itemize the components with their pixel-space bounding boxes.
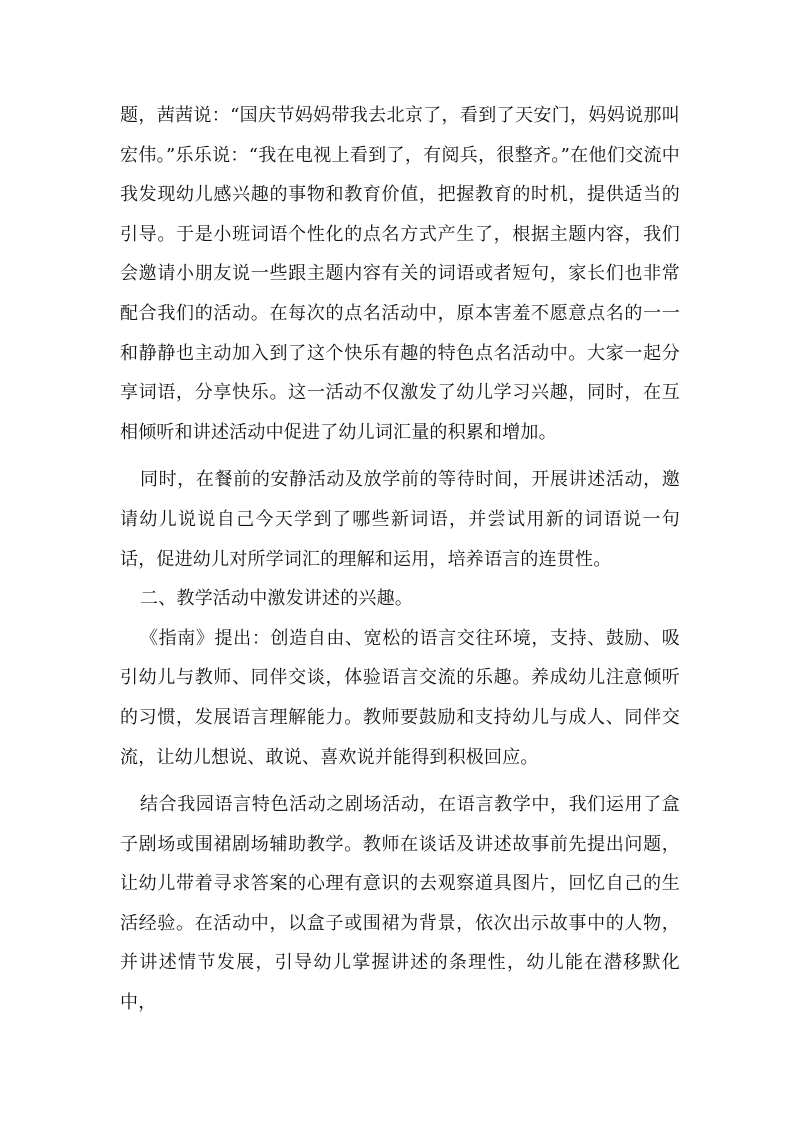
section-heading: 二、教学活动中激发讲述的兴趣。 xyxy=(140,588,413,610)
document-body xyxy=(120,96,680,1023)
paragraph-guide-quote: 《指南》提出：创造自由、宽松的语言交往环境，支持、鼓励、吸引幼儿与教师、同伴交谈，体验语言交流的乐趣。养成幼儿注意倾听的习惯，发展语言理解能力。教师要鼓励和支持幼儿与成人、同伴交流，让幼儿想说、敢说、喜欢说并能得到积极回应。 xyxy=(120,627,680,768)
paragraph-continued: 题，茜茜说：“国庆节妈妈带我去北京了，看到了天安门，妈妈说那叫宏伟。”乐乐说：“我在电视上看到了，有阅兵，很整齐。”在他们交流中我发现幼儿感兴趣的事物和教育价值，把握教育的时机，提供适当的引导。于是小班词语个性化的点名方式产生了，根据主题内容，我们会邀请小朋友说一些跟主题内容有关的词语或者短句，家长们也非常配合我们的活动。在每次的点名活动中，原本害羞不愿意点名的一一和静静也主动加入到了这个快乐有趣的特色点名活动中。大家一起分享词语，分享快乐。这一活动不仅激发了幼儿学习兴趣，同时，在互相倾听和讲述活动中促进了幼儿词汇量的积累和增加。 xyxy=(120,105,680,443)
paragraph-daily-activities: 同时，在餐前的安静活动及放学前的等待时间，开展讲述活动，邀请幼儿说说自己今天学到了哪些新词语，并尝试用新的词语说一句话，促进幼儿对所学词汇的理解和运用，培养语言的连贯性。 xyxy=(120,469,680,570)
paragraph-theater-activity: 结合我园语言特色活动之剧场活动，在语言教学中，我们运用了盒子剧场或围裙剧场辅助教学。教师在谈话及讲述故事前先提出问题，让幼儿带着寻求答案的心理有意识的去观察道具图片，回忆自己的生活经验。在活动中，以盒子或围裙为背景，依次出示故事中的人物，并讲述情节发展，引导幼儿掌握讲述的条理性，幼儿能在潜移默化中， xyxy=(120,794,680,1014)
